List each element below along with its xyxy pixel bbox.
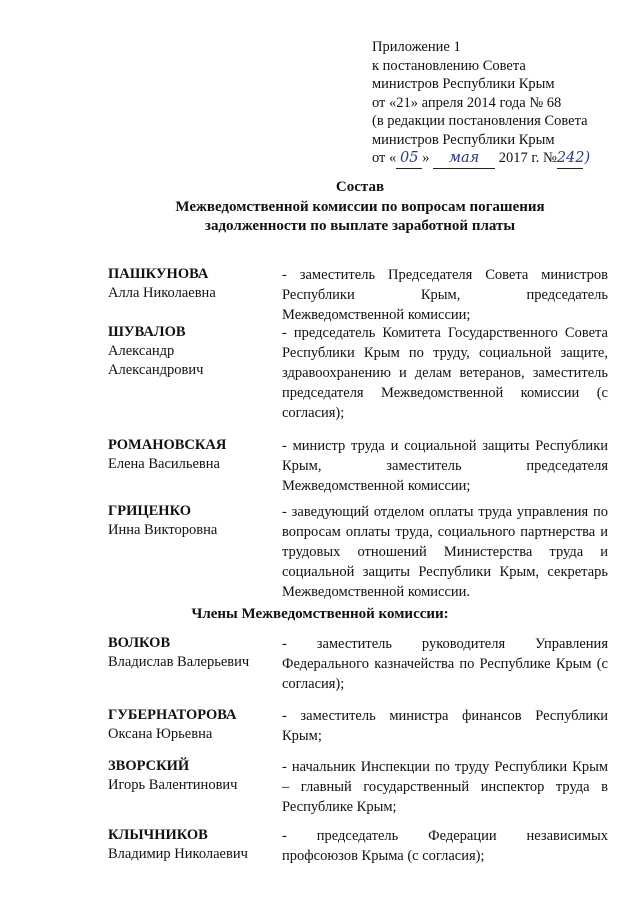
person-name — [108, 634, 273, 672]
person-name — [108, 757, 273, 795]
person-given-name: Игорь Валентинович — [108, 777, 238, 793]
appendix-line: (в редакции постановления Совета — [372, 113, 588, 129]
person-surname: ПАШКУНОВА — [108, 266, 209, 282]
person-surname: ГУБЕРНАТОРОВА — [108, 707, 237, 723]
date-mid: » — [422, 150, 430, 166]
date-year: 2017 г. № — [498, 150, 557, 166]
appendix-line: министров Республики Крым — [372, 76, 555, 92]
person-surname: ГРИЦЕНКО — [108, 503, 192, 519]
appendix-line: министров Республики Крым — [372, 131, 555, 148]
person-surname: КЛЫЧНИКОВ — [108, 827, 208, 843]
title-subtitle: Межведомственной комиссии по вопросам погашения — [175, 199, 545, 215]
person-surname: ШУВАЛОВ — [108, 324, 186, 340]
handwritten-number: 242) — [557, 149, 583, 169]
person-given-name: Инна Викторовна — [108, 522, 218, 538]
person-surname: РОМАНОВСКАЯ — [108, 437, 227, 453]
person-surname: ЗВОРСКИЙ — [108, 758, 190, 774]
person-role: - начальник Инспекции по труду Республики Крым – главный государственный инспектор труда в Республике Крым; — [282, 759, 608, 815]
date-prefix: от « — [372, 150, 397, 166]
person-role: - председатель Комитета Государственного Совета Республики Крым по труду, социальной защите, здравоохранению и делам ветеранов, заместитель председателя Межведомственной комиссии (с согласия); — [282, 325, 608, 421]
person-given-name: Владислав Валерьевич — [108, 654, 250, 670]
members-heading: Члены Межведомственной комиссии: — [191, 606, 449, 622]
person-given-name: Владимир Николаевич — [108, 846, 248, 862]
appendix-header — [372, 38, 632, 169]
person-role: - заместитель руководителя Управления Федерального казначейства по Республике Крым (с согласия); — [282, 636, 608, 692]
appendix-line: от «21» апреля 2014 года № 68 — [372, 94, 562, 111]
person-role: - министр труда и социальной защиты Республики Крым, заместитель председателя Межведомственной комиссии; — [282, 438, 608, 494]
person-given-name: Оксана Юрьевна — [108, 726, 213, 742]
person-given-name: Александр Александрович — [108, 343, 204, 378]
person-given-name: Елена Васильевна — [108, 456, 220, 472]
title-subtitle: задолженности по выплате заработной платы — [204, 218, 516, 234]
person-given-name: Алла Николаевна — [108, 285, 216, 301]
person-role: - заместитель министра финансов Республики Крым; — [282, 708, 608, 744]
person-name — [108, 826, 273, 864]
person-role: - заместитель Председателя Совета министров Республики Крым, председатель Межведомственной комиссии; — [282, 267, 608, 323]
appendix-line: Приложение 1 — [372, 39, 461, 55]
person-name — [108, 706, 273, 744]
person-name — [108, 323, 273, 380]
handwritten-day: 05 — [396, 149, 422, 169]
person-name — [108, 502, 273, 540]
title-heading: Состав — [335, 179, 385, 195]
person-name — [108, 436, 273, 474]
appendix-line: к постановлению Совета — [372, 57, 526, 74]
person-role: - председатель Федерации независимых профсоюзов Крыма (с согласия); — [282, 828, 608, 864]
handwritten-month: мая — [433, 149, 495, 169]
appendix-date-line — [372, 149, 632, 169]
document-title — [150, 178, 570, 236]
person-name — [108, 265, 273, 303]
person-role: - заведующий отделом оплаты труда управления по вопросам оплаты труда, социального партнерства и трудовых отношений Министерства труда и социальной защиты Республики Крым, секретарь Межведомственной комиссии. — [282, 504, 608, 600]
person-surname: ВОЛКОВ — [108, 635, 171, 651]
